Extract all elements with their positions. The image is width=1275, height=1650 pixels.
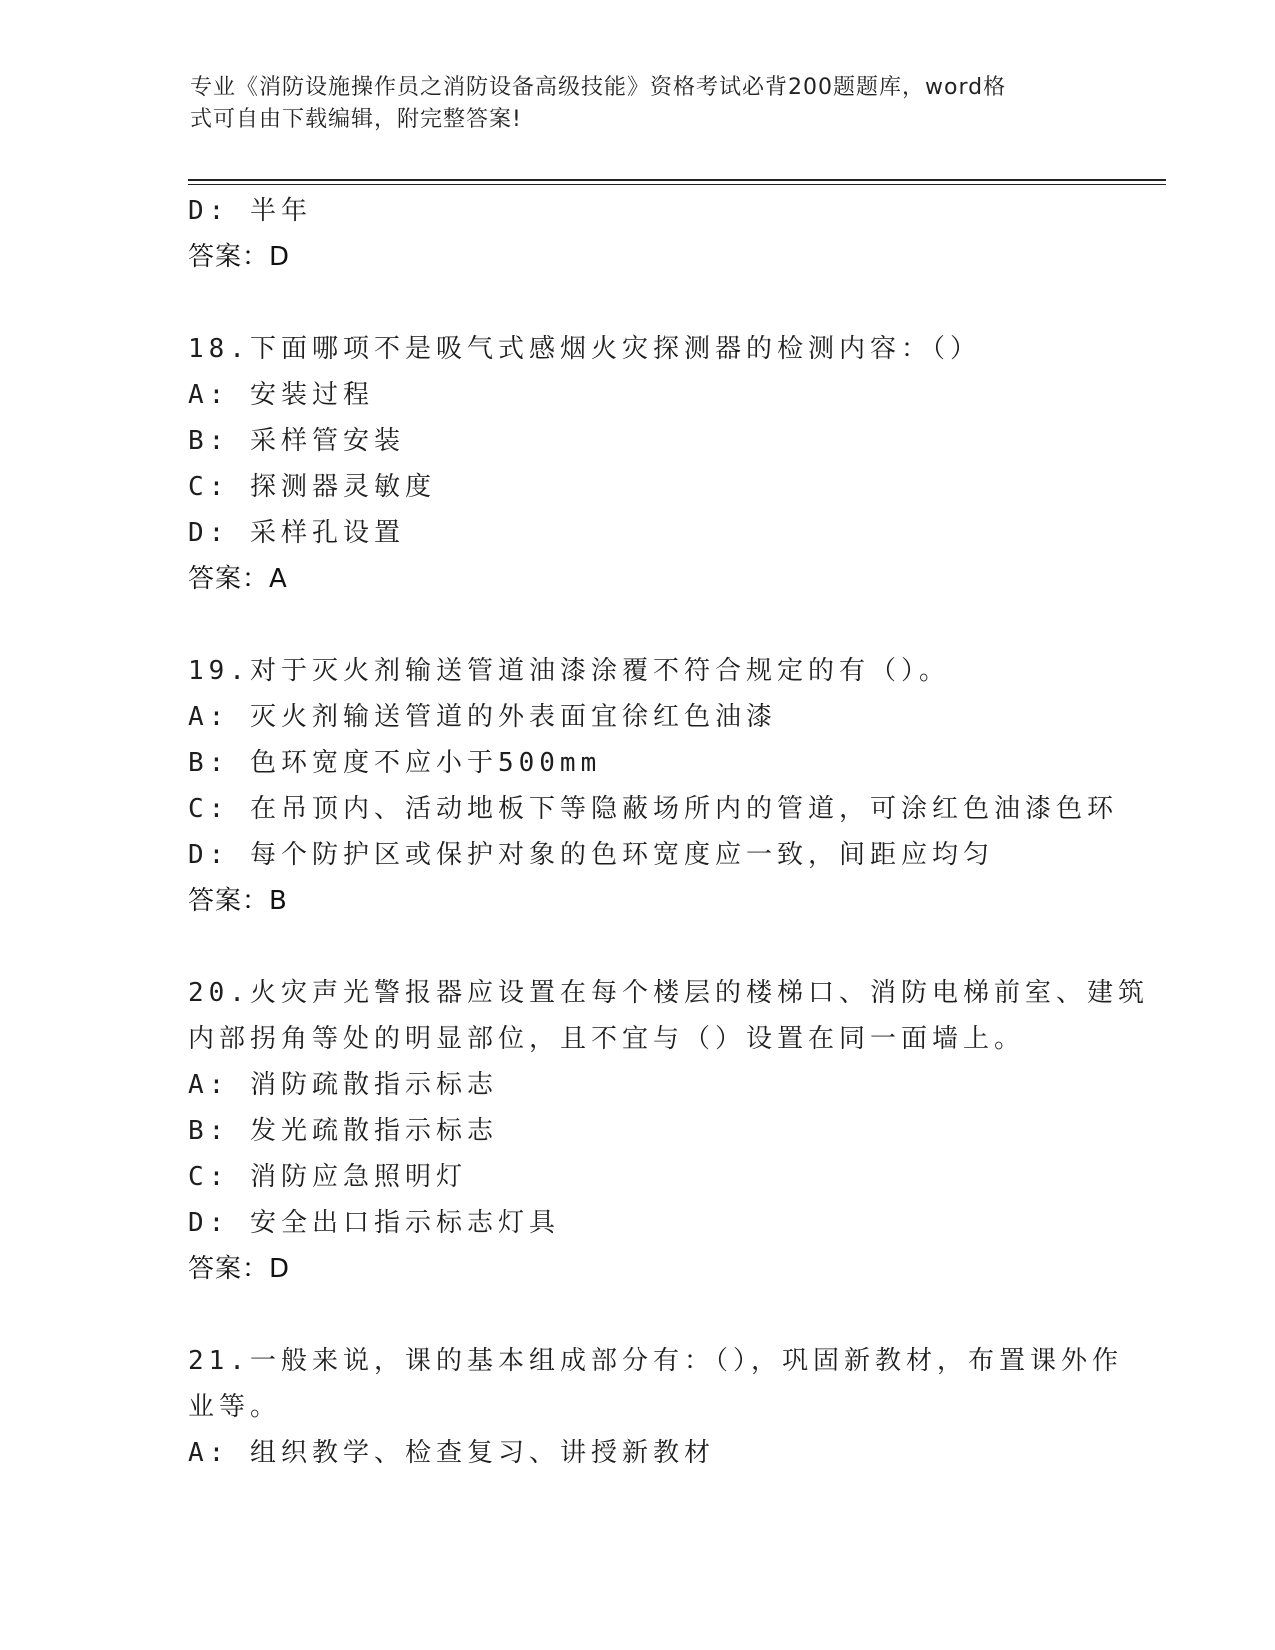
header-line-2: 式可自由下载编辑，附完整答案! — [190, 107, 522, 132]
question-list — [188, 188, 1149, 1476]
q20-option-c: C: 消防应急照明灯 — [188, 1162, 467, 1192]
q19-option-d: D: 每个防护区或保护对象的色环宽度应一致，间距应均匀 — [188, 840, 994, 870]
q21-title-line-1: 21.一般来说，课的基本组成部分有：（），巩固新教材，布置课外作 — [188, 1346, 1123, 1376]
q20-option-a: A: 消防疏散指示标志 — [188, 1070, 498, 1100]
q19-option-c: C: 在吊顶内、活动地板下等隐蔽场所内的管道，可涂红色油漆色环 — [188, 794, 1118, 824]
q21-option-a: A: 组织教学、检查复习、讲授新教材 — [188, 1438, 715, 1468]
q18-title: 18.下面哪项不是吸气式感烟火灾探测器的检测内容：（） — [188, 334, 981, 364]
header-rule-thick — [188, 179, 1166, 181]
page-header — [190, 72, 1090, 136]
q20-answer: 答案：D — [188, 1254, 291, 1284]
q20-title-line-1: 20.火灾声光警报器应设置在每个楼层的楼梯口、消防电梯前室、建筑 — [188, 978, 1149, 1008]
q17-answer: 答案：D — [188, 242, 291, 272]
q18-option-b: B: 采样管安装 — [188, 426, 405, 456]
q19-option-b: B: 色环宽度不应小于500mm — [188, 748, 602, 778]
q20-option-b: B: 发光疏散指示标志 — [188, 1116, 498, 1146]
q19-answer: 答案：B — [188, 886, 288, 916]
q18-option-d: D: 采样孔设置 — [188, 518, 405, 548]
q18-option-a: A: 安装过程 — [188, 380, 374, 410]
q20-title-line-2: 内部拐角等处的明显部位，且不宜与（）设置在同一面墙上。 — [188, 1024, 1026, 1054]
spacer — [188, 924, 1088, 970]
q19-option-a: A: 灭火剂输送管道的外表面宜徐红色油漆 — [188, 702, 777, 732]
header-line-1: 专业《消防设施操作员之消防设备高级技能》资格考试必背200题题库，word格 — [190, 75, 1007, 100]
q17-option-d: D: 半年 — [188, 196, 312, 226]
q18-answer: 答案：A — [188, 564, 288, 594]
q20-option-d: D: 安全出口指示标志灯具 — [188, 1208, 560, 1238]
q21-title-line-2: 业等。 — [188, 1392, 282, 1422]
spacer — [188, 602, 1088, 648]
spacer — [188, 1292, 1088, 1338]
q18-option-c: C: 探测器灵敏度 — [188, 472, 436, 502]
q19-title: 19.对于灭火剂输送管道油漆涂覆不符合规定的有（）。 — [188, 656, 950, 686]
spacer — [188, 280, 1088, 326]
header-rule-thin — [188, 184, 1166, 185]
